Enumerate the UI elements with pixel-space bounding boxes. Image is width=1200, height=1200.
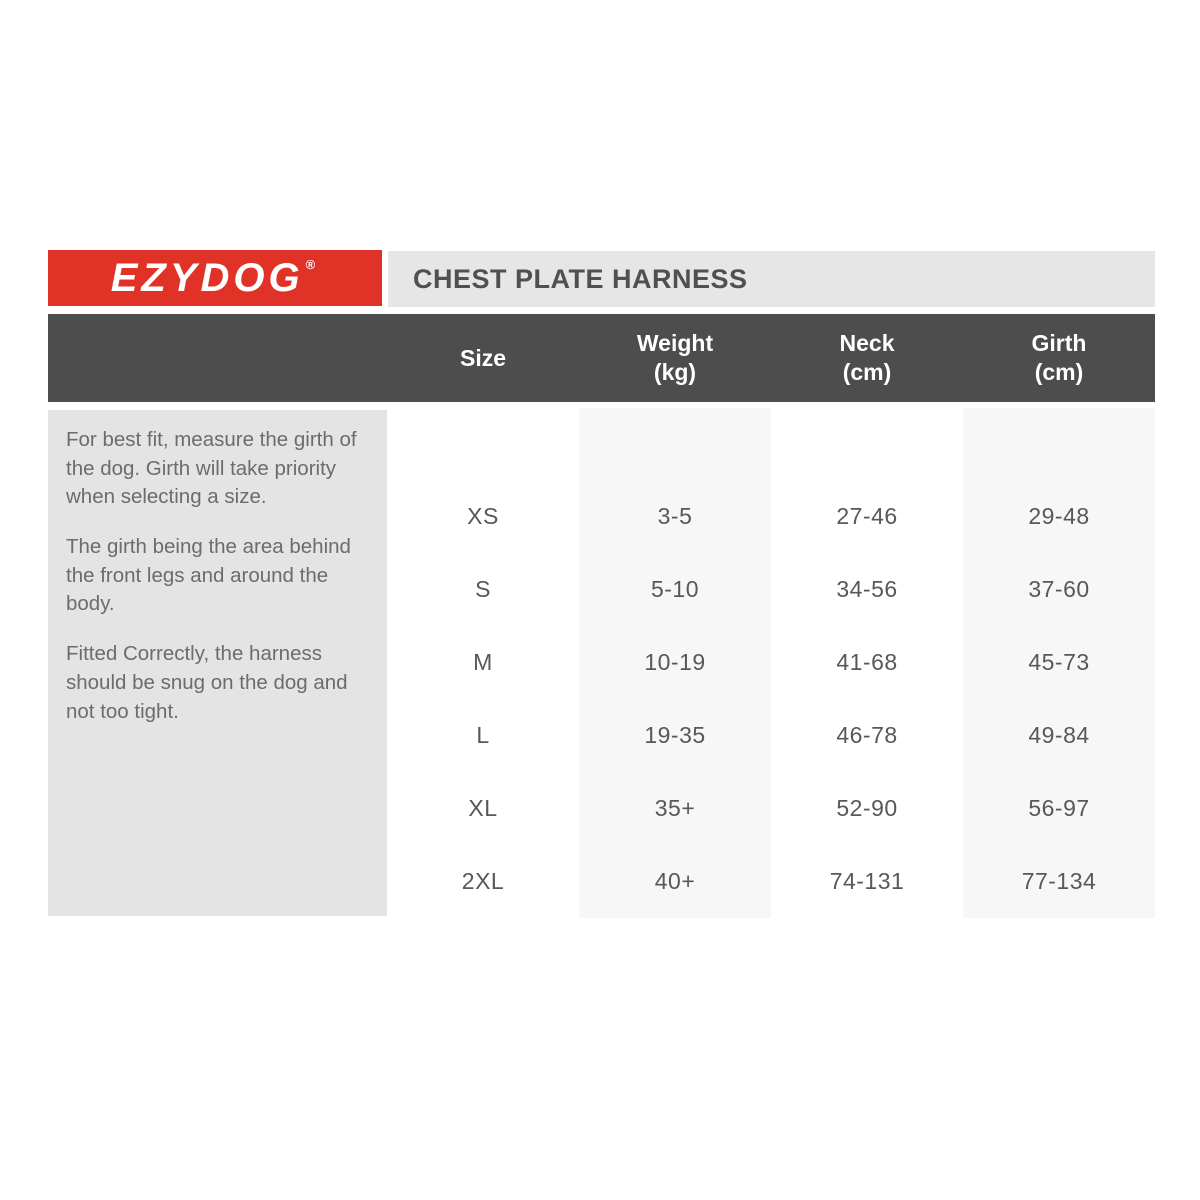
column-header-weight — [579, 314, 771, 402]
neck-value: 74-131 — [829, 868, 905, 894]
weight-value: 40+ — [654, 868, 696, 894]
ezydog-brand-name: EZYDOG — [110, 256, 304, 300]
table-row-xl — [387, 772, 1155, 845]
neck-value: 41-68 — [836, 649, 898, 675]
table-row-2xl — [387, 845, 1155, 918]
table-row-m — [387, 626, 1155, 699]
fitting-instructions-paragraph-1: For best fit, measure the girth of the dog. Girth will take priority when selecting a size. — [66, 428, 357, 509]
neck-value: 46-78 — [836, 722, 898, 748]
page-title: CHEST PLATE HARNESS — [413, 263, 748, 294]
girth-value: 45-73 — [1028, 649, 1090, 675]
table-row-xs — [387, 480, 1155, 553]
column-header-size — [387, 314, 579, 402]
neck-value: 52-90 — [836, 795, 898, 821]
girth-value: 37-60 — [1028, 576, 1090, 602]
weight-value: 35+ — [654, 795, 696, 821]
fitting-instructions-paragraph-3: Fitted Correctly, the harness should be snug on the dog and not too tight. — [66, 642, 348, 723]
size-value: XS — [467, 503, 499, 529]
neck-value: 27-46 — [836, 503, 898, 529]
size-value: L — [476, 722, 490, 748]
column-header-girth — [963, 314, 1155, 402]
fitting-instructions-paragraph-2: The girth being the area behind the front legs and around the body. — [66, 535, 351, 616]
table-header-cells — [387, 314, 1155, 402]
size-value: S — [475, 576, 491, 602]
column-header-neck — [771, 314, 963, 402]
ezydog-logo — [48, 250, 382, 306]
table-row-s — [387, 553, 1155, 626]
column-header-girth-unit: (cm) — [1034, 359, 1084, 385]
size-value: 2XL — [461, 868, 505, 894]
ezydog-logo-text — [111, 258, 320, 298]
size-value: M — [473, 649, 493, 675]
weight-value: 19-35 — [644, 722, 706, 748]
size-value: XL — [468, 795, 498, 821]
neck-value: 34-56 — [836, 576, 898, 602]
title-bar — [388, 251, 1155, 307]
registered-trademark-icon: ® — [305, 257, 320, 272]
weight-value: 10-19 — [644, 649, 706, 675]
table-row-l — [387, 699, 1155, 772]
column-header-girth-label: Girth — [1031, 330, 1087, 357]
girth-value: 49-84 — [1028, 722, 1090, 748]
girth-value: 29-48 — [1028, 503, 1090, 529]
weight-value: 3-5 — [657, 503, 693, 529]
size-table-body — [387, 408, 1155, 918]
column-header-weight-label: Weight — [636, 330, 714, 357]
fitting-instructions-panel — [48, 410, 387, 916]
column-header-neck-label: Neck — [839, 330, 895, 357]
column-header-size-label: Size — [459, 344, 507, 371]
weight-value: 5-10 — [650, 576, 700, 602]
column-header-weight-unit: (kg) — [653, 359, 697, 385]
table-header-row — [48, 314, 1155, 402]
column-header-neck-unit: (cm) — [842, 359, 892, 385]
girth-value: 56-97 — [1028, 795, 1090, 821]
girth-value: 77-134 — [1021, 868, 1097, 894]
